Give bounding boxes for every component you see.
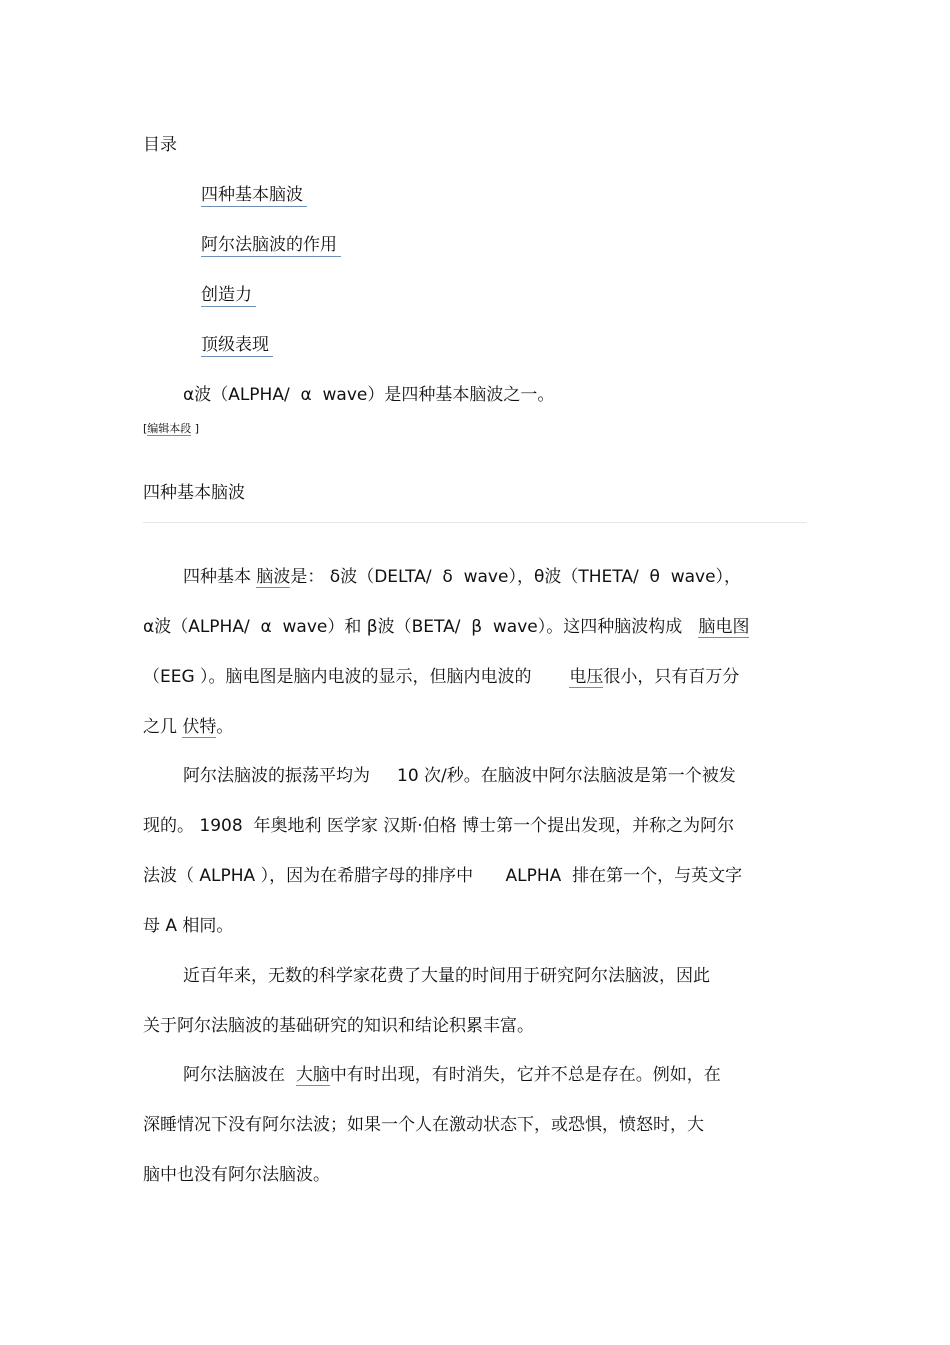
- p4-text: 中有时出现，有时消失，它并不总是存在。例如，在: [329, 1065, 721, 1085]
- toc-item-alpha-function: [201, 230, 341, 255]
- p1-text: 之几: [143, 717, 183, 737]
- intro-sentence: α波（ALPHA/ α wave）是四种基本脑波之一。: [183, 385, 555, 405]
- edit-bracket-open: [: [143, 422, 148, 435]
- p4-line-2: 深睡情况下没有阿尔法波；如果一个人在激动状态下，或恐惧，愤怒时，大: [143, 1115, 704, 1135]
- section-title: 四种基本脑波: [143, 483, 245, 503]
- link-voltage[interactable]: 电压: [569, 667, 604, 687]
- toc-link-creativity[interactable]: 创造力: [201, 285, 256, 307]
- p4-line-3: 脑中也没有阿尔法脑波。: [143, 1165, 330, 1185]
- toc-title: 目录: [143, 135, 177, 155]
- p1-text: 很小，只有百万分: [603, 667, 740, 687]
- p1-line-3: [143, 662, 739, 687]
- p1-text: α波（ALPHA/ α wave）和 β波（BETA/ β wave）。这四种脑波构成: [143, 617, 699, 637]
- toc-link-four-brainwaves[interactable]: 四种基本脑波: [201, 185, 307, 207]
- p2-line-4: 母 A 相同。: [143, 916, 234, 936]
- p2-line-1: 阿尔法脑波的振荡平均为 10 次/秒。在脑波中阿尔法脑波是第一个被发: [183, 766, 736, 786]
- toc-item-creativity: [201, 280, 256, 305]
- p3-line-1: 近百年来，无数的科学家花费了大量的时间用于研究阿尔法脑波，因此: [183, 966, 710, 986]
- link-brainwave[interactable]: 脑波: [256, 567, 291, 587]
- p2-line-3: 法波（ ALPHA ），因为在希腊字母的排序中 ALPHA 排在第一个，与英文字: [143, 866, 743, 886]
- edit-section-link[interactable]: 编辑本段: [147, 422, 192, 435]
- p1-line-4: [143, 712, 233, 737]
- p1-text: 。: [216, 717, 234, 737]
- link-volt[interactable]: 伏特: [182, 717, 217, 737]
- p2-line-2: 现的。 1908 年奥地利 医学家 汉斯·伯格 博士第一个提出发现，并称之为阿尔: [143, 816, 735, 836]
- p1-line-2: [143, 612, 749, 637]
- edit-bracket-close: ]: [194, 422, 200, 435]
- p4-text: 阿尔法脑波在: [183, 1065, 296, 1085]
- p3-line-2: 关于阿尔法脑波的基础研究的知识和结论积累丰富。: [143, 1016, 534, 1036]
- link-brain[interactable]: 大脑: [295, 1065, 330, 1085]
- p1-line-1: [183, 562, 741, 587]
- toc-link-peak-performance[interactable]: 顶级表现: [201, 335, 273, 357]
- toc-item-peak-performance: [201, 330, 273, 355]
- p4-line-1: [183, 1060, 721, 1085]
- edit-section: [143, 420, 199, 436]
- p1-text: 四种基本: [183, 567, 257, 587]
- toc-link-alpha-function[interactable]: 阿尔法脑波的作用: [201, 235, 341, 257]
- p1-text: （EEG ）。脑电图是脑内电波的显示，但脑内电波的: [143, 667, 570, 687]
- p1-text: 是： δ波（DELTA/ δ wave），θ波（THETA/ θ wave），: [290, 567, 742, 587]
- section-divider: [143, 522, 807, 523]
- link-eeg[interactable]: 脑电图: [698, 617, 750, 637]
- toc-item-four-brainwaves: [201, 180, 307, 205]
